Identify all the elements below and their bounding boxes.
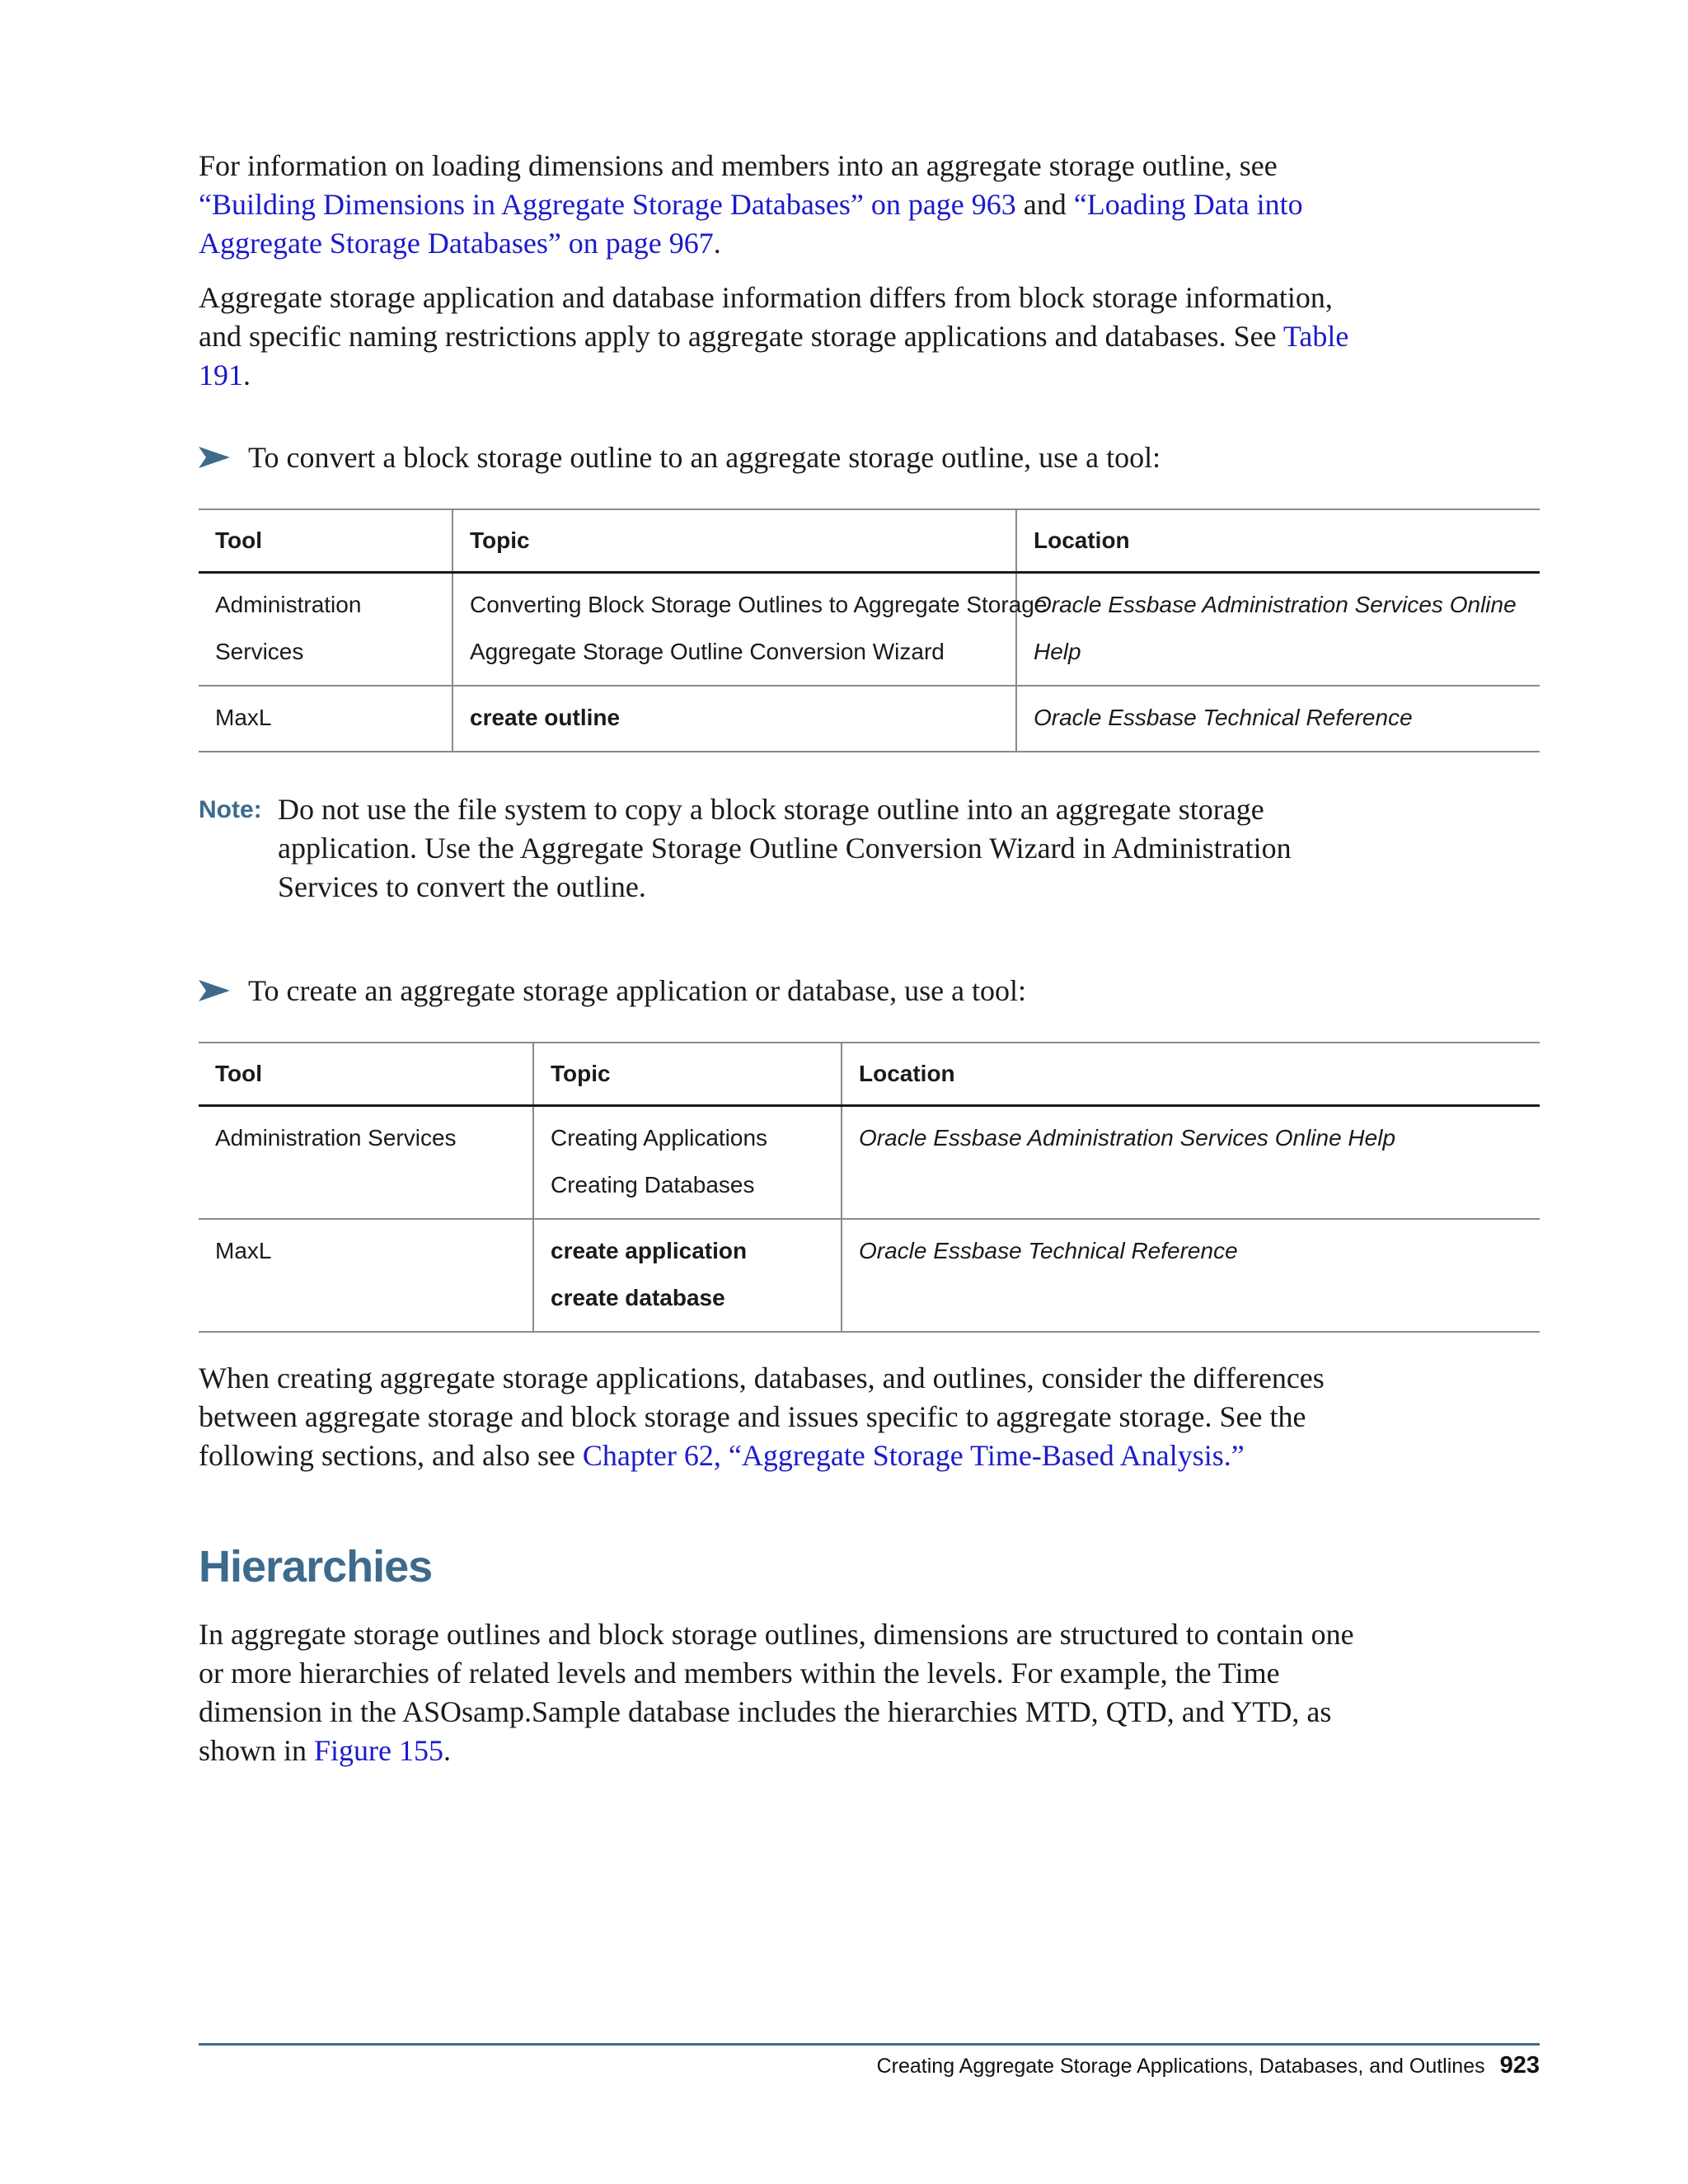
page-footer	[877, 2049, 1540, 2083]
procedure-convert-text: To convert a block storage outline to an aggregate storage outline, use a tool:	[248, 441, 1161, 474]
section-heading-hierarchies: Hierarchies	[199, 1542, 433, 1591]
intro-mid-text: and	[1015, 188, 1074, 221]
header-topic: Topic	[533, 1043, 842, 1106]
cell-tool: MaxL	[199, 686, 452, 752]
cell-tool: Administration Services	[199, 573, 452, 687]
table-header-row	[199, 1043, 1540, 1106]
header-tool: Tool	[199, 509, 452, 573]
table-row	[199, 686, 1540, 752]
cell-location: Oracle Essbase Technical Reference	[1016, 686, 1540, 752]
topic-line: create database	[551, 1285, 725, 1310]
intro-text: For information on loading dimensions and members into an aggregate storage outline, see	[199, 149, 1278, 182]
cell-topic	[452, 686, 1016, 752]
naming-text: Aggregate storage application and database information differs from block storage information, and specific naming restrictions apply to aggregate storage applications and databases. See	[199, 281, 1333, 353]
cell-location: Oracle Essbase Administration Services Online Help	[842, 1106, 1540, 1220]
hierarchies-paragraph	[199, 1615, 1369, 1770]
link-loading-data[interactable]: “Loading Data into Aggregate Storage Databases” on page 967	[199, 188, 1303, 260]
cell-topic	[533, 1219, 842, 1332]
convert-tools-table	[199, 509, 1540, 752]
closing-text: When creating aggregate storage applications, databases, and outlines, consider the differences between aggregate storage and block storage and issues specific to aggregate storage. See the following sections, and also see	[199, 1361, 1325, 1472]
link-chapter-62[interactable]: Chapter 62, “Aggregate Storage Time-Based Analysis.”	[582, 1439, 1245, 1472]
intro-paragraph-1	[199, 147, 1369, 263]
closing-paragraph	[199, 1359, 1369, 1475]
cell-tool: MaxL	[199, 1219, 533, 1332]
procedure-convert	[199, 438, 1517, 477]
intro-paragraph-2	[199, 279, 1369, 395]
topic-line: Aggregate Storage Outline Conversion Wizard	[470, 639, 945, 664]
create-tools-table	[199, 1042, 1540, 1333]
table-row	[199, 573, 1540, 687]
note-label: Note:	[199, 796, 262, 823]
note-text: Do not use the file system to copy a block storage outline into an aggregate storage application. Use the Aggregate Storage Outline Conversion Wizard in Administration Services to convert the outline.	[278, 793, 1292, 903]
note-block	[199, 790, 1386, 907]
page-number: 923	[1499, 2052, 1540, 2079]
table-header-row	[199, 509, 1540, 573]
header-location: Location	[1016, 509, 1540, 573]
hierarchies-end: .	[443, 1734, 452, 1767]
link-figure-155[interactable]: Figure 155	[314, 1734, 444, 1767]
intro-end: .	[713, 227, 721, 260]
procedure-arrow-icon	[199, 445, 230, 470]
header-location: Location	[842, 1043, 1540, 1106]
cell-location: Oracle Essbase Administration Services Online Help	[1016, 573, 1540, 687]
procedure-create	[199, 972, 1517, 1010]
cell-location: Oracle Essbase Technical Reference	[842, 1219, 1540, 1332]
naming-end: .	[243, 359, 251, 391]
procedure-arrow-icon	[199, 978, 230, 1003]
cell-tool: Administration Services	[199, 1106, 533, 1220]
table-row	[199, 1106, 1540, 1220]
header-tool: Tool	[199, 1043, 533, 1106]
topic-line: Converting Block Storage Outlines to Aggregate Storage	[470, 592, 1048, 617]
topic-line: Creating Databases	[551, 1172, 755, 1197]
link-table-191[interactable]: Table 191	[199, 320, 1349, 391]
topic-line: create application	[551, 1238, 748, 1263]
cell-topic	[452, 573, 1048, 687]
footer-chapter-title: Creating Aggregate Storage Applications, Databases, and Outlines	[876, 2055, 1485, 2078]
topic-line: Creating Applications	[551, 1125, 768, 1151]
hierarchies-text: In aggregate storage outlines and block storage outlines, dimensions are structured to contain one or more hierarchies of related levels and members within the levels. For example, the Time dimension in the ASOsamp.Sample database includes the hierarchies MTD, QTD, and YTD, as shown in	[199, 1618, 1354, 1767]
topic-line: create outline	[470, 705, 621, 730]
footer-divider	[199, 2043, 1540, 2046]
link-building-dimensions[interactable]: “Building Dimensions in Aggregate Storage Databases” on page 963	[199, 188, 1016, 221]
table-row	[199, 1219, 1540, 1332]
header-topic: Topic	[452, 509, 1016, 573]
procedure-create-text: To create an aggregate storage application or database, use a tool:	[248, 974, 1027, 1007]
cell-topic	[533, 1106, 842, 1220]
